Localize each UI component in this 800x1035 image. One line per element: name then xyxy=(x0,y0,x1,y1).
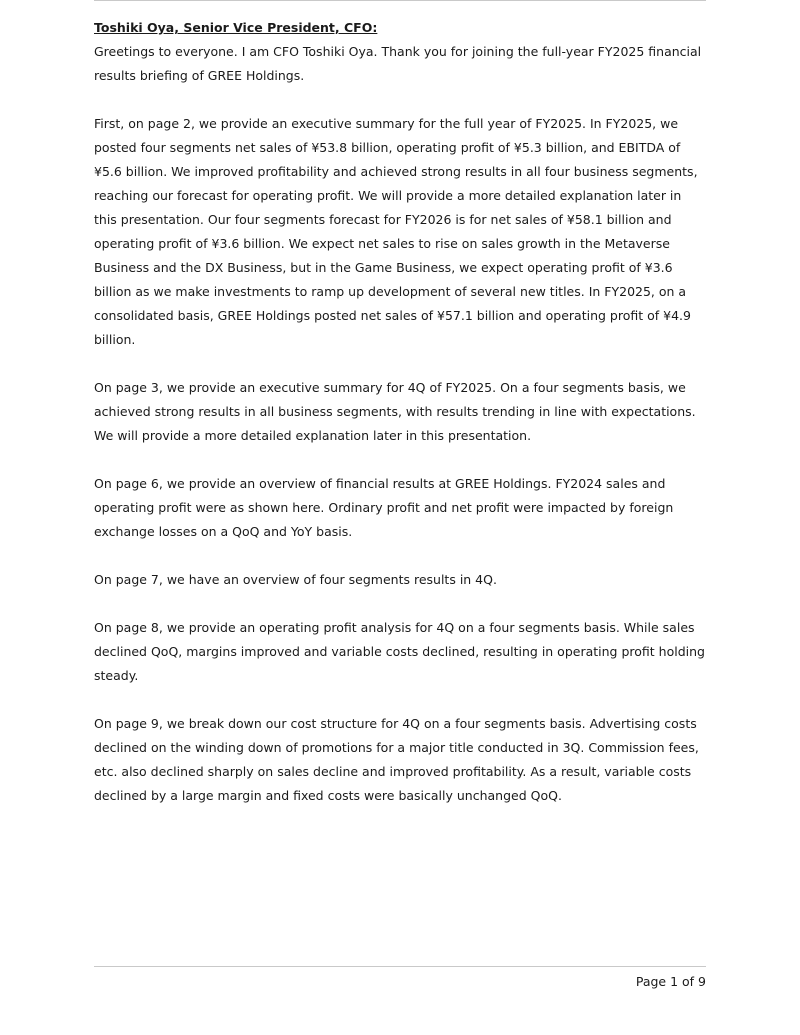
bottom-divider xyxy=(94,966,706,967)
paragraph: On page 6, we provide an overview of financial results at GREE Holdings. FY2024 sales and operating profit were as shown here. Ordinary profit and net profit were impacted by foreign exchange losses on a QoQ and YoY basis. xyxy=(94,476,674,539)
document-body xyxy=(94,0,706,808)
top-divider xyxy=(94,0,706,1)
paragraph: On page 8, we provide an operating profit analysis for 4Q on a four segments basis. While sales declined QoQ, margins improved and variable costs declined, resulting in operating profit holding steady. xyxy=(94,620,705,683)
page-number: Page 1 of 9 xyxy=(635,974,706,989)
paragraph: On page 7, we have an overview of four segments results in 4Q. xyxy=(94,572,497,587)
paragraph: First, on page 2, we provide an executive summary for the full year of FY2025. In FY2025, we posted four segments net sales of ¥53.8 billion, operating profit of ¥5.3 billion, and EBITDA of ¥5.6 billion. We improved profitability and achieved strong results in all four business segments, reaching our forecast for operating profit. We will provide a more detailed explanation later in this presentation. Our four segments forecast for FY2026 is for net sales of ¥58.1 billion and operating profit of ¥3.6 billion. We expect net sales to rise on sales growth in the Metaverse Business and the DX Business, but in the Game Business, we expect operating profit of ¥3.6 billion as we make investments to ramp up development of several new titles. In FY2025, on a consolidated basis, GREE Holdings posted net sales of ¥57.1 billion and operating profit of ¥4.9 billion. xyxy=(94,116,698,347)
page-footer xyxy=(94,966,706,992)
paragraph: On page 9, we break down our cost structure for 4Q on a four segments basis. Advertising costs declined on the winding down of promotions for a major title conducted in 3Q. Commission fees, etc. also declined sharply on sales decline and improved profitability. As a result, variable costs declined by a large margin and fixed costs were basically unchanged QoQ. xyxy=(94,716,699,803)
paragraph: On page 3, we provide an executive summary for 4Q of FY2025. On a four segments basis, we achieved strong results in all business segments, with results trending in line with expectations. We will provide a more detailed explanation later in this presentation. xyxy=(94,380,696,443)
paragraph: Greetings to everyone. I am CFO Toshiki Oya. Thank you for joining the full-year FY2025 financial results briefing of GREE Holdings. xyxy=(94,44,702,83)
speaker-heading: Toshiki Oya, Senior Vice President, CFO: xyxy=(94,20,378,35)
